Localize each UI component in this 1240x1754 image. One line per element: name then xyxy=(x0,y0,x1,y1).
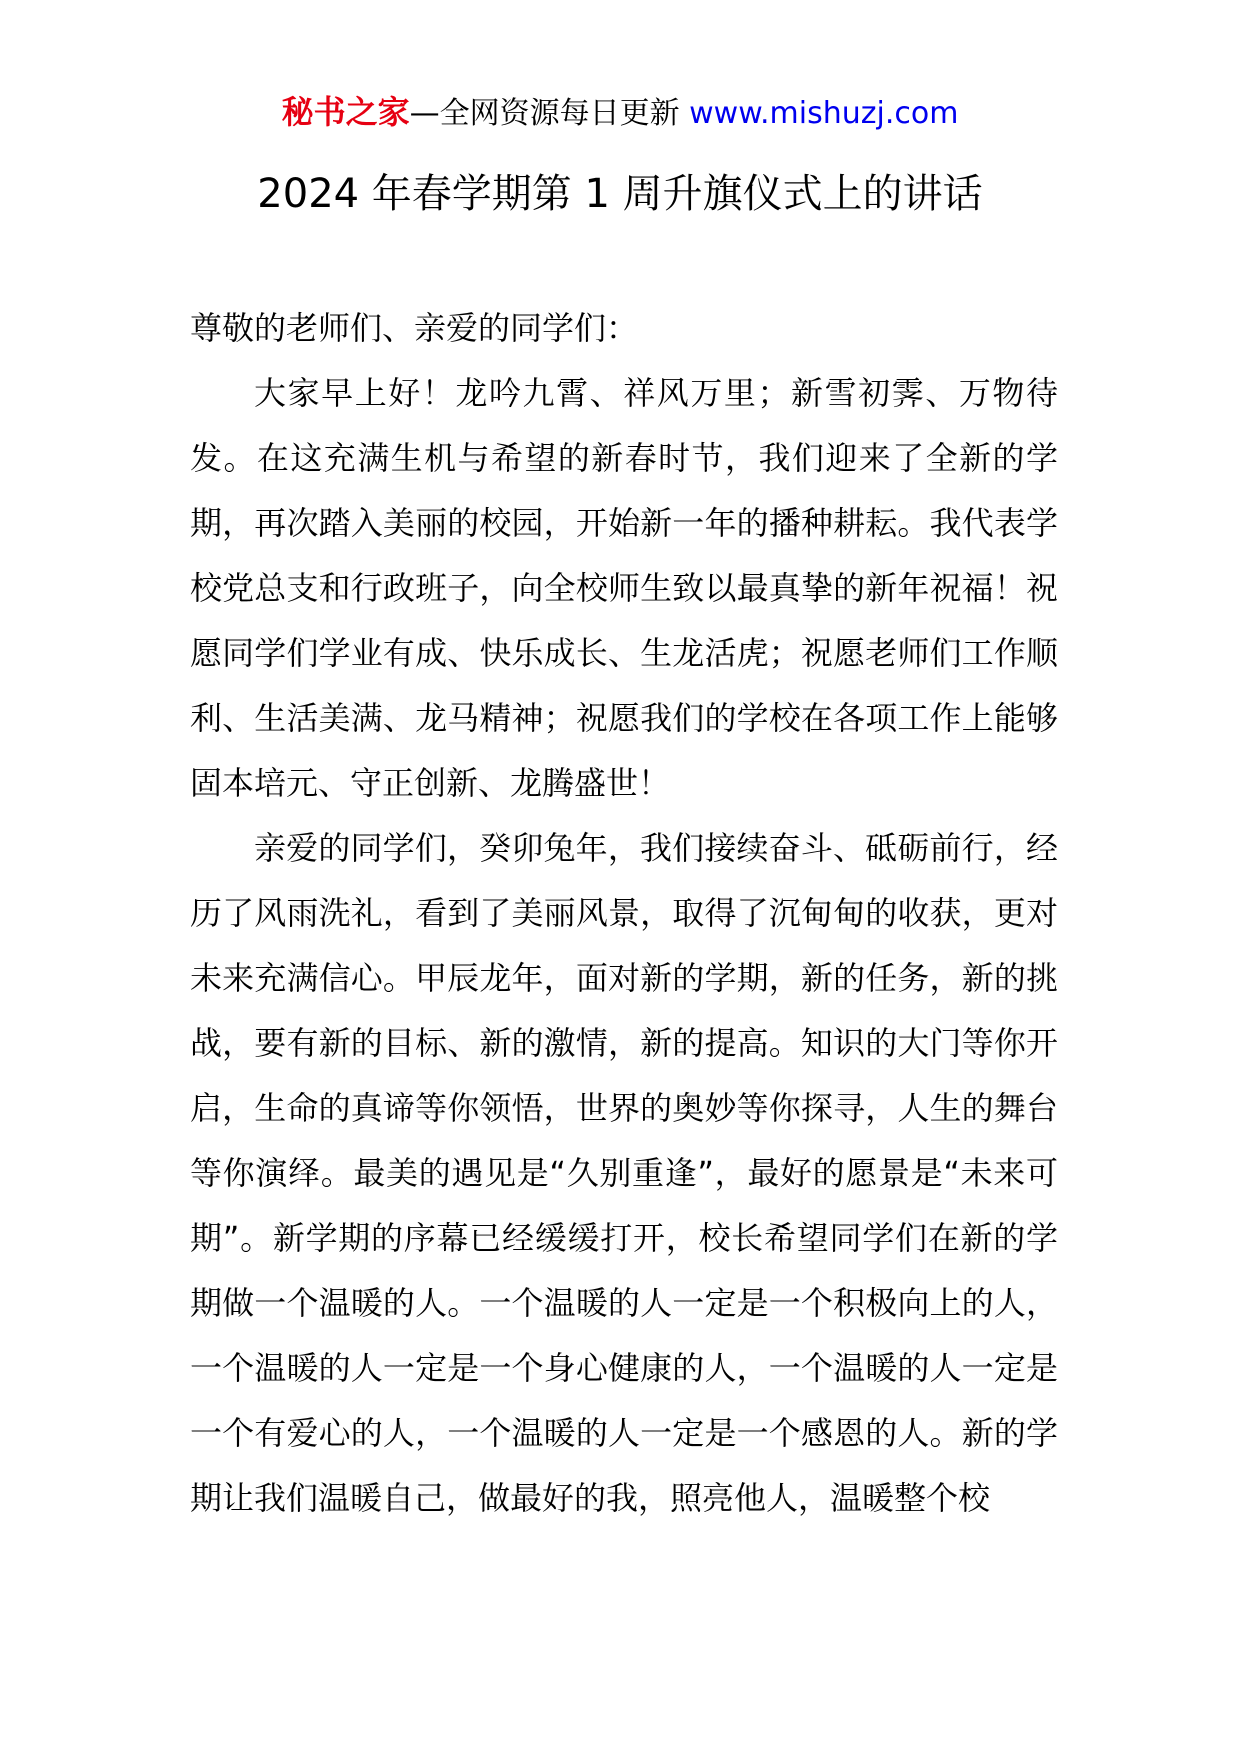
site-url-link[interactable]: www.mishuzj.com xyxy=(689,96,959,131)
paragraph: 亲爱的同学们，癸卯兔年，我们接续奋斗、砥砺前行，经历了风雨洗礼，看到了美丽风景，取得了沉甸甸的收获，更对未来充满信心。甲辰龙年，面对新的学期，新的任务，新的挑战，要有新的目标、新的激情，新的提高。知识的大门等你开启，生命的真谛等你领悟，世界的奥妙等你探寻，人生的舞台等你演绎。最美的遇见是“久别重逢”，最好的愿景是“未来可期”。新学期的序幕已经缓缓打开，校长希望同学们在新的学期做一个温暖的人。一个温暖的人一定是一个积极向上的人，一个温暖的人一定是一个身心健康的人，一个温暖的人一定是一个有爱心的人，一个温暖的人一定是一个感恩的人。新的学期让我们温暖自己，做最好的我，照亮他人，温暖整个校 xyxy=(190,829,1058,1517)
paragraph: 大家早上好！龙吟九霄、祥风万里；新雪初霁、万物待发。在这充满生机与希望的新春时节，我们迎来了全新的学期，再次踏入美丽的校园，开始新一年的播种耕耘。我代表学校党总支和行政班子，向全校师生致以最真挚的新年祝福！祝愿同学们学业有成、快乐成长、生龙活虎；祝愿老师们工作顺利、生活美满、龙马精神；祝愿我们的学校在各项工作上能够固本培元、守正创新、龙腾盛世！ xyxy=(190,374,1058,802)
document-title: 2024 年春学期第 1 周升旗仪式上的讲话 xyxy=(257,171,983,217)
salutation: 尊敬的老师们、亲爱的同学们： xyxy=(190,309,639,347)
document-body xyxy=(190,296,1058,1531)
site-header xyxy=(0,92,1240,134)
header-tagline: —全网资源每日更新 xyxy=(409,96,690,131)
brand-name: 秘书之家 xyxy=(281,93,410,131)
